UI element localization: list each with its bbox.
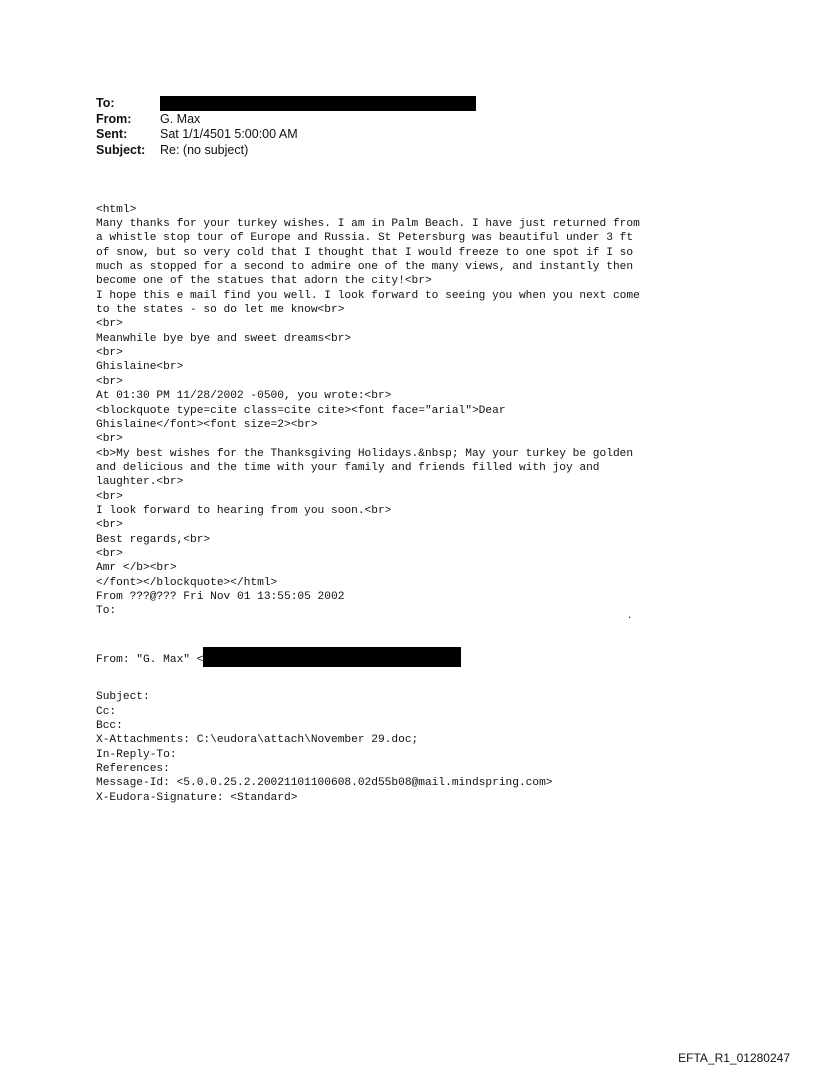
body-line: From ???@??? Fri Nov 01 13:55:05 2002 [96,590,345,603]
body-line: Meanwhile bye bye and sweet dreams<br> [96,332,352,345]
body-line: Message-Id: <5.0.0.25.2.20021101100608.02d55b08@mail.mindspring.com> [96,777,553,790]
body-line: <br> [96,490,123,503]
body-line: Ghislaine</font><font size=2><br> [96,418,318,431]
body-line: <blockquote type=cite class=cite cite><font face="arial">Dear [96,404,506,417]
body-line: Amr </b><br> [96,562,177,575]
to-row [96,96,476,112]
body-line: <br> [96,318,123,331]
body-line: a whistle stop tour of Europe and Russia. St Petersburg was beautiful under 3 ft [96,232,634,245]
redaction-bar [203,647,461,667]
sent-value: Sat 1/1/4501 5:00:00 AM [160,127,298,141]
body-line: laughter.<br> [96,476,184,489]
redaction-bar [160,96,476,111]
body-line: and delicious and the time with your family and friends filled with joy and [96,461,600,474]
body-line: <br> [96,347,123,360]
stray-mark: . [628,607,632,621]
body-line: <br> [96,433,123,446]
from-redacted-line [96,647,796,667]
body-line: Subject: [96,691,150,704]
body-line: of snow, but so very cold that I thought that I would freeze to one spot if I so [96,246,634,259]
sent-row [96,127,476,143]
body-line: At 01:30 PM 11/28/2002 -0500, you wrote:<br> [96,390,392,403]
from-line-text: From: "G. Max" < [96,654,204,667]
body-line: </font></blockquote></html> [96,576,278,589]
body-line: I hope this e mail find you well. I look forward to seeing you when you next come [96,289,640,302]
body-line: To: [96,605,117,618]
from-row [96,112,476,128]
email-header [96,96,476,158]
subject-label: Subject: [96,142,146,157]
body-line: Many thanks for your turkey wishes. I am in Palm Beach. I have just returned from [96,218,640,231]
from-value: G. Max [160,111,201,126]
body-line: Ghislaine<br> [96,361,184,374]
to-label: To: [96,96,115,110]
email-body [96,174,796,819]
body-line: much as stopped for a second to admire one of the many views, and instantly then [96,261,634,274]
body-line: Bcc: [96,720,123,733]
subject-row [96,143,476,159]
tail-lines [96,690,796,805]
body-line: <html> [96,203,137,216]
document-id: EFTA_R1_01280247 [678,1051,790,1065]
body-line: Best regards,<br> [96,533,211,546]
body-line: <br> [96,375,123,388]
body-lines [96,203,796,619]
body-line: <br> [96,519,123,532]
body-line: References: [96,763,170,776]
body-line: become one of the statues that adorn the city!<br> [96,275,432,288]
body-line: X-Eudora-Signature: <Standard> [96,791,298,804]
from-label: From: [96,111,132,126]
body-line: X-Attachments: C:\eudora\attach\November 29.doc; [96,734,419,747]
body-line: In-Reply-To: [96,748,177,761]
sent-label: Sent: [96,127,128,141]
body-line: <b>My best wishes for the Thanksgiving Holidays.&nbsp; May your turkey be golden [96,447,634,460]
body-line: <br> [96,547,123,560]
body-line: to the states - so do let me know<br> [96,304,345,317]
body-line: I look forward to hearing from you soon.<br> [96,504,392,517]
body-line: Cc: [96,705,117,718]
subject-value: Re: (no subject) [160,142,249,157]
